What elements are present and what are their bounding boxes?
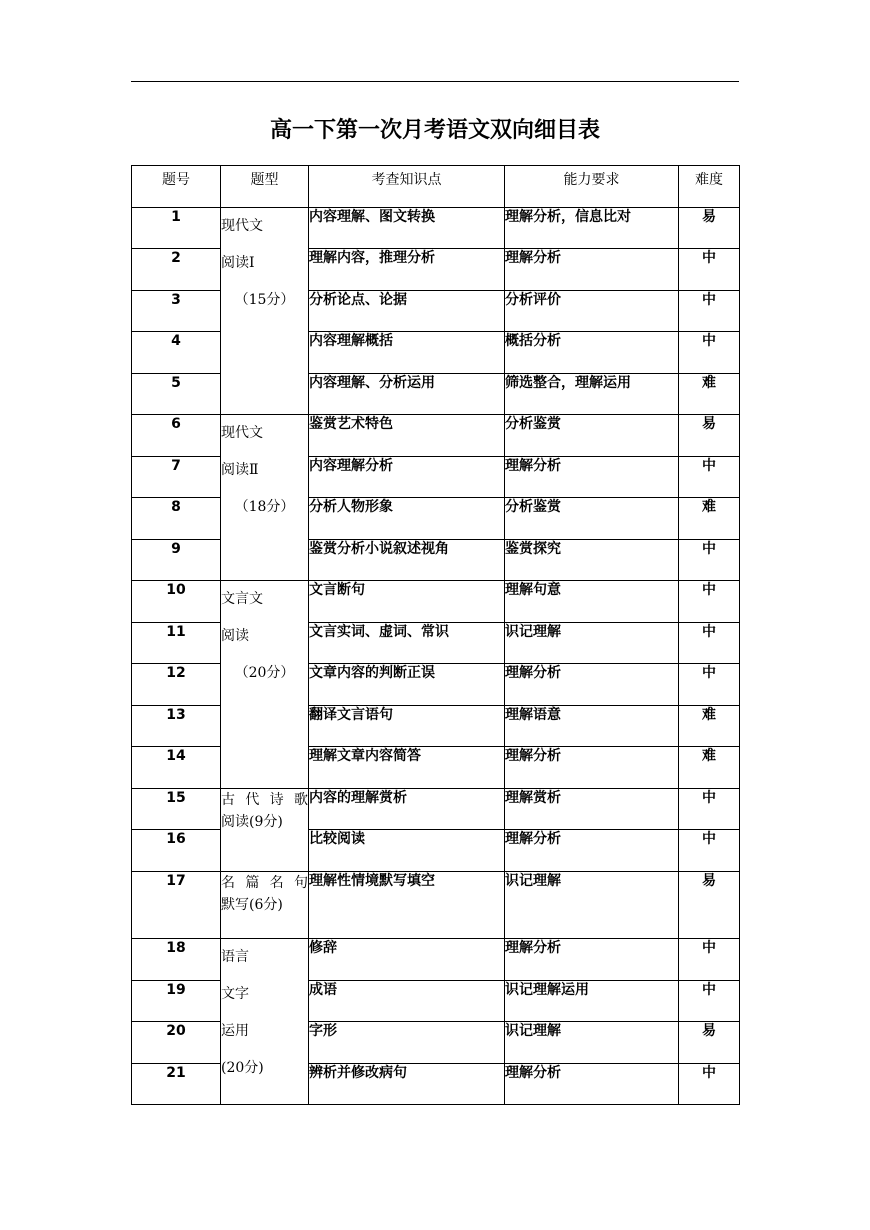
question-type-line: 阅读Ⅰ (221, 255, 255, 271)
difficulty: 中 (679, 457, 740, 498)
question-type-line: 阅读(9分) (221, 814, 283, 830)
ability-requirement: 理解分析 (505, 664, 679, 706)
difficulty: 易 (679, 415, 740, 457)
question-number: 7 (132, 457, 221, 498)
table-row (132, 415, 740, 457)
ability-requirement: 分析鉴赏 (505, 415, 679, 457)
question-number: 8 (132, 498, 221, 540)
question-number: 16 (132, 830, 221, 872)
difficulty: 中 (679, 249, 740, 291)
difficulty: 中 (679, 623, 740, 664)
question-number: 19 (132, 981, 221, 1022)
ability-requirement: 理解分析 (505, 249, 679, 291)
question-type-line: 默写(6分) (221, 897, 283, 913)
question-type-line: (20分) (221, 1060, 264, 1076)
knowledge-point: 内容理解、图文转换 (309, 208, 505, 249)
ability-requirement: 理解分析 (505, 457, 679, 498)
question-type-line: 名篇名句 (221, 875, 308, 891)
question-number: 18 (132, 939, 221, 981)
header-ability: 能力要求 (505, 166, 679, 208)
difficulty: 难 (679, 498, 740, 540)
ability-requirement: 理解分析 (505, 1064, 679, 1105)
question-type-line: 阅读 (221, 628, 249, 644)
question-type-cell (221, 872, 309, 939)
ability-requirement: 理解句意 (505, 581, 679, 623)
question-number: 4 (132, 332, 221, 374)
difficulty: 中 (679, 291, 740, 332)
question-number: 21 (132, 1064, 221, 1105)
question-type-line: （15分） (234, 292, 295, 308)
difficulty: 难 (679, 374, 740, 415)
question-number: 15 (132, 789, 221, 830)
difficulty: 难 (679, 706, 740, 747)
question-number: 12 (132, 664, 221, 706)
ability-requirement: 理解分析，信息比对 (505, 208, 679, 249)
ability-requirement: 分析评价 (505, 291, 679, 332)
difficulty: 中 (679, 1064, 740, 1105)
header-point: 考查知识点 (309, 166, 505, 208)
spec-table (131, 165, 740, 1105)
ability-requirement: 识记理解 (505, 623, 679, 664)
ability-requirement: 分析鉴赏 (505, 498, 679, 540)
question-type-cell (221, 415, 309, 581)
ability-requirement: 识记理解运用 (505, 981, 679, 1022)
difficulty: 中 (679, 789, 740, 830)
question-type-line: 文言文 (221, 591, 263, 607)
question-number: 11 (132, 623, 221, 664)
table-row (132, 939, 740, 981)
question-type-cell (221, 789, 309, 872)
ability-requirement: 概括分析 (505, 332, 679, 374)
knowledge-point: 修辞 (309, 939, 505, 981)
question-type-line: 现代文 (221, 218, 263, 234)
knowledge-point: 内容理解、分析运用 (309, 374, 505, 415)
ability-requirement: 理解赏析 (505, 789, 679, 830)
question-number: 10 (132, 581, 221, 623)
question-number: 20 (132, 1022, 221, 1064)
ability-requirement: 理解分析 (505, 830, 679, 872)
question-number: 9 (132, 540, 221, 581)
question-type-cell (221, 939, 309, 1105)
question-type-line: 现代文 (221, 425, 263, 441)
knowledge-point: 文言实词、虚词、常识 (309, 623, 505, 664)
table-row (132, 581, 740, 623)
knowledge-point: 文章内容的判断正误 (309, 664, 505, 706)
question-number: 13 (132, 706, 221, 747)
knowledge-point: 分析人物形象 (309, 498, 505, 540)
difficulty: 易 (679, 208, 740, 249)
difficulty: 难 (679, 747, 740, 789)
knowledge-point: 鉴赏艺术特色 (309, 415, 505, 457)
top-rule (131, 81, 739, 82)
knowledge-point: 成语 (309, 981, 505, 1022)
question-number: 5 (132, 374, 221, 415)
header-row (132, 166, 740, 208)
difficulty: 中 (679, 581, 740, 623)
knowledge-point: 翻译文言语句 (309, 706, 505, 747)
question-type-line: 文字 (221, 986, 249, 1002)
question-number: 6 (132, 415, 221, 457)
question-type-cell (221, 581, 309, 789)
question-type-line: （20分） (234, 665, 295, 681)
knowledge-point: 理解性情境默写填空 (309, 872, 505, 939)
page-title: 高一下第一次月考语文双向细目表 (269, 118, 600, 143)
knowledge-point: 比较阅读 (309, 830, 505, 872)
difficulty: 易 (679, 1022, 740, 1064)
question-type-line: 古代诗歌 (221, 792, 308, 808)
table-row (132, 789, 740, 830)
table-row (132, 208, 740, 249)
question-number: 1 (132, 208, 221, 249)
question-number: 17 (132, 872, 221, 939)
knowledge-point: 辨析并修改病句 (309, 1064, 505, 1105)
knowledge-point: 文言断句 (309, 581, 505, 623)
knowledge-point: 理解文章内容简答 (309, 747, 505, 789)
ability-requirement: 理解分析 (505, 747, 679, 789)
difficulty: 中 (679, 540, 740, 581)
ability-requirement: 理解分析 (505, 939, 679, 981)
difficulty: 中 (679, 981, 740, 1022)
ability-requirement: 鉴赏探究 (505, 540, 679, 581)
knowledge-point: 分析论点、论据 (309, 291, 505, 332)
ability-requirement: 识记理解 (505, 872, 679, 939)
ability-requirement: 筛选整合，理解运用 (505, 374, 679, 415)
ability-requirement: 理解语意 (505, 706, 679, 747)
difficulty: 中 (679, 664, 740, 706)
knowledge-point: 内容理解分析 (309, 457, 505, 498)
table-body (132, 208, 740, 1105)
difficulty: 中 (679, 939, 740, 981)
header-no: 题号 (132, 166, 221, 208)
question-type-cell (221, 208, 309, 415)
knowledge-point: 字形 (309, 1022, 505, 1064)
difficulty: 易 (679, 872, 740, 939)
question-number: 3 (132, 291, 221, 332)
question-type-line: 语言 (221, 949, 249, 965)
question-type-line: （18分） (234, 499, 295, 515)
question-type-line: 运用 (221, 1023, 249, 1039)
knowledge-point: 理解内容，推理分析 (309, 249, 505, 291)
knowledge-point: 鉴赏分析小说叙述视角 (309, 540, 505, 581)
header-difficulty: 难度 (679, 166, 740, 208)
difficulty: 中 (679, 332, 740, 374)
table-row (132, 872, 740, 939)
ability-requirement: 识记理解 (505, 1022, 679, 1064)
difficulty: 中 (679, 830, 740, 872)
question-type-line: 阅读Ⅱ (221, 462, 259, 478)
knowledge-point: 内容的理解赏析 (309, 789, 505, 830)
knowledge-point: 内容理解概括 (309, 332, 505, 374)
question-number: 14 (132, 747, 221, 789)
question-number: 2 (132, 249, 221, 291)
header-type: 题型 (221, 166, 309, 208)
